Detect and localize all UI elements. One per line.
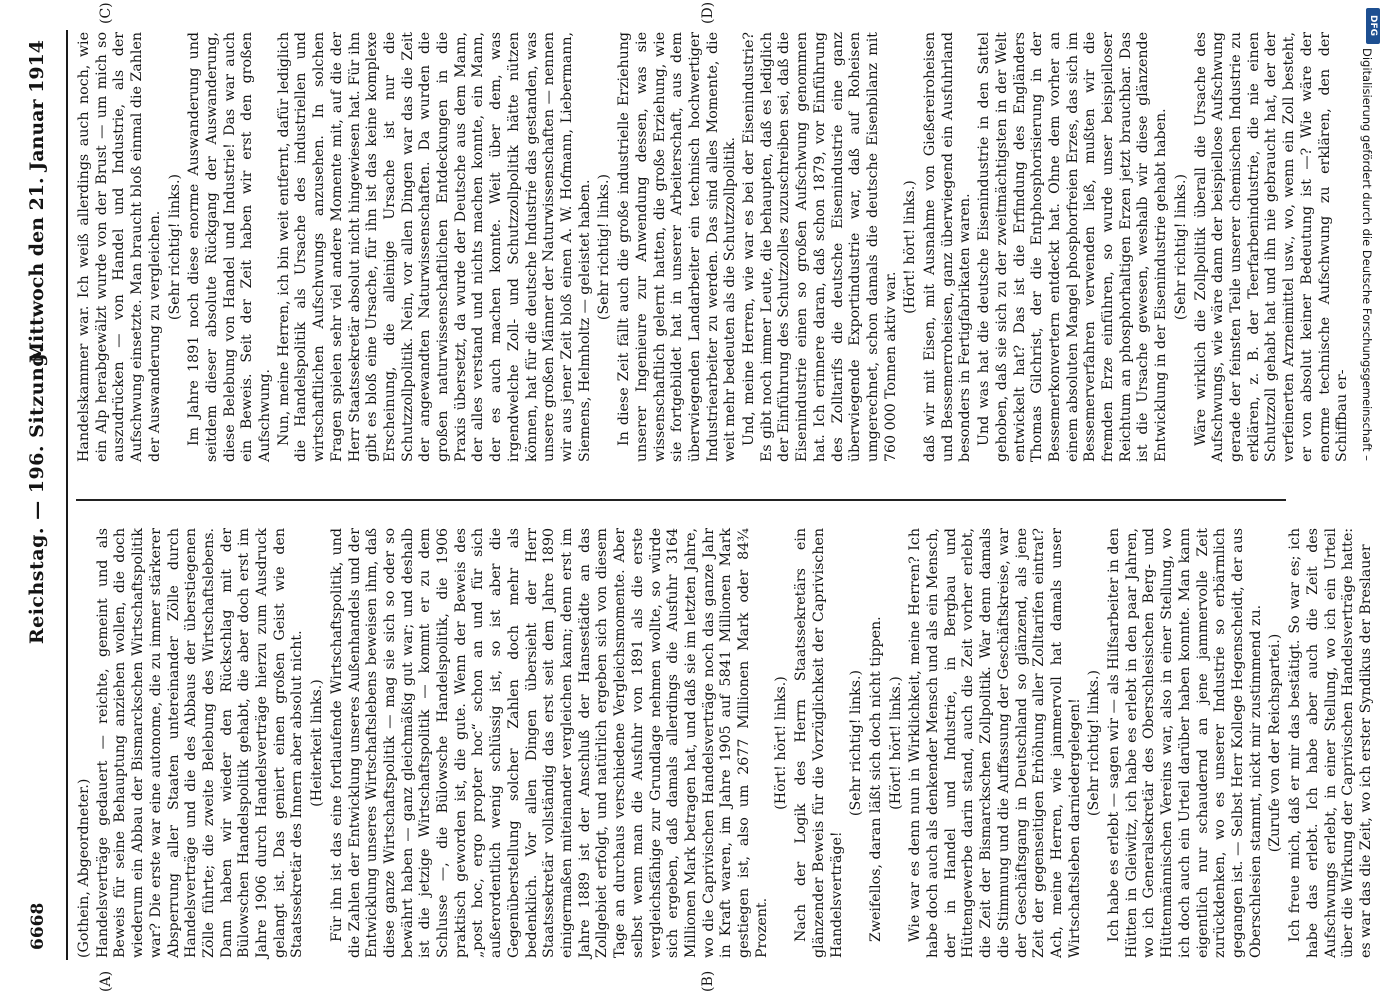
margin-marker-a: (A) [98,970,114,992]
interjection: (Heiterkeit links.) [309,679,326,807]
interjection: (Sehr richtig! links.) [848,669,865,817]
interjection: (Sehr richtig! links.) [596,173,613,321]
speaker-line: (Gothein, Abgeordneter.) [76,778,92,958]
paragraph: Wie war es denn nun in Wirklichkeit, meine Herren? Ich habe doch auch als denkender Mensch und als ein Mensch, der in Handel und Industrie, in Bergbau und Hüttengewerbe darin stand, auch die Zeit vorher erlebt, die Zeit der Bismarckschen Zollpolitik. War denn damals die Stimmung und die Auffassung der Geschäftskreise, war der Geschäftsgang in Deutschland so glänzend, als jene Zeit der gegenseitigen Erhöhung aller Zolltarifen eintrat? Ach, meine Herren, wie jammervoll hat damals unser Wirtschaftsleben darniedergelegen! [907,528,1083,958]
paragraph: Handelsverträge gedauert — reichte, gemeint und als Beweis für seine Behauptung anziehen wollen, die doch wiederum ein Abbau der Bismarckschen Wirtschaftspolitik war? Die erste war eine autonome, die zu immer stärkerer Absperrung aller Staaten untereinander Zölle durch Handelsverträge und die des Abbaus der überstiegenen Zölle führte; die zweite Belebung des Wirtschaftslebens. Dann haben wir wieder den Rückschlag mit der Bülowschen Handelspolitik gehabt, die aber doch erst im Jahre 1906 durch Handelsverträge hierzu zum Ausdruck gelangt ist. Das geniert einen großen Geist wie den Staatssekretär des Innern aber absolut nicht. [94,528,306,958]
session-date: Mittwoch den 21. Januar 1914 [26,40,48,364]
paragraph: In diese Zeit fällt auch die große industrielle Erziehung unserer Ingenieure zur Anwendung dessen, was sie wissenschaftlich gelernt hatten, die große Erziehung, wie sie fortgebildet hat in unserer Arbeiterschaft, aus dem überwiegenden Landarbeiter ein technisch hochwertiger Industriearbeiter zu werden. Das sind alles Momente, die weit mehr bedeuten als die Schutzzollpolitik. [616,32,739,462]
margin-marker-c: (C) [98,2,114,24]
header-rule [66,30,68,960]
paragraph: Für ihn ist das eine fortlaufende Wirtschaftspolitik, und die Zahlen der Entwicklung unseres Außenhandels und der Entwicklung unseres Wirtschaftslebens beweisen ihm, daß diese ganze Wirtschaftspolitik — mag sie sich so oder so bewährt haben — ganz gleichmäßig gut war; und deshalb ist die jetzige Wirtschaftspolitik — kommt er zu dem Schlusse —, die Bülowsche Handelspolitik, die 1906 praktisch geworden ist, die gute. Wenn der Beweis des „post hoc, ergo propter hoc“ schon an und für sich außerordentlich wenig schlüssig ist, so ist aber die Gegenüberstellung solcher Zahlen doch mehr als bedenklich. Vor allen Dingen übersieht der Herr Staatssekretär vollständig das erst seit dem Jahre 1890 einigermaßen miteinander vergleichen kann; denn erst im Jahre 1889 ist der Anschluß der Hansestädte an das Zollgebiet erfolgt, und natürlich ergeben sich von diesem Tage an durchaus verschiedene Vergleichsmomente. Aber selbst wenn man die Ausfuhr von 1891 als die erste vergleichsfähige zur Grundlage nehmen wollte, so würde sich ergeben, daß damals allerdings die Ausfuhr 3164 Millionen Mark betragen hat, und daß sie im letzten Jahre, wo die Caprivischen Handelsverträge noch das ganze Jahr in Kraft waren, im Jahre 1905 auf 5841 Millionen Mark gestiegen ist, also um 2677 Millionen Mark oder 84¾ Prozent. [328,528,770,958]
paragraph: Und was hat die deutsche Eisenindustrie in den Sattel gehoben, daß sie sich zu der zweitmächtigsten in der Welt entwickelt hat? Das ist die Erfindung des Engländers Thomas Gilchrist, der die Entphosphorisierung in der Bessemerkonvertern entdeckt hat. Ohne dem vorher an einem absoluten Mangel phosphorfreien Erzes, das sich im Bessemerverfahren verwenden ließ, mußten wir die fremden Erze einführen, so wurde unser beispielloser Reichtum an phosphorhaltigen Erzen jetzt brauchbar. Das ist die Ursache gewesen, weshalb wir diese glänzende Entwicklung in der Eisenindustrie gehabt haben. [976,32,1170,462]
interjection: (Zurufe von der Reichspartei.) [1267,633,1284,853]
paragraph: Nach der Logik des Herrn Staatssekretärs ein glänzender Beweis für die Vorzüglichkeit der Caprivischen Handelsverträge! [793,528,845,958]
left-column [76,528,1377,958]
margin-marker-b: (B) [700,970,716,992]
interjection: (Sehr richtig! links.) [1086,669,1103,817]
paragraph: Ich freue mich, daß er mir das bestätigt. So war es; ich habe das erlebt. Ich habe aber auch die Zeit des Aufschwungs erlebt, in einer Stellung, wo ich ein Urteil über die Wirkung der Caprivischen Handelsverträge hatte: es war das die Zeit, wo ich erster Syndikus der Breslauer [1287,528,1374,958]
paragraph: Im Jahre 1891 noch diese enorme Auswanderung und seitdem dieser absolute Rückgang der Auswanderung, diese Belebung von Handel und Industrie! Das war auch ein Beweis. Seit der Zeit haben wir erst den großen Aufschwung. [186,32,274,462]
interjection: (Hört! hört! links.) [902,180,919,314]
interjection: (Hört! hört! links.) [887,676,904,810]
digitization-credit [1360,48,1380,808]
column-divider [76,500,1286,502]
paragraph: Handelskammer war. Ich weiß allerdings auch noch, wie ein Alp herabgewälzt wurde von der Brust — um mich so auszudrücken — von Handel und Industrie, als der Aufschwung einsetzte. Man braucht bloß einmal die Zahlen der Auswanderung zu vergleichen. [76,32,163,462]
session-title: Reichstag. — 196. Sitzung. [26,345,48,645]
paragraph: Zweifellos, daran läßt sich doch nicht tippen. [867,616,884,942]
dfg-logo: DFG [1366,8,1380,44]
paragraph: Nun, meine Herren, ich bin weit entfernt, dafür lediglich die Handelspolitik als Ursache des industriellen und wirtschaftlichen Aufschwungs anzusehen. In solchen Fragen spielen sehr viel andere Momente mit, auf die der Herr Staatssekretär absolut nicht hingewiesen hat. Für ihn gibt es bloß eine Ursache, für ihn ist das keine komplexe Erscheinung, die alleinige Ursache ist nur die Schutzzollpolitik. Nein, vor allen Dingen war das die Zeit der angewandten Naturwissenschaften. Da wurden die großen naturwissenschaftlichen Entdeckungen in die Praxis übersetzt, da wurde der Deutsche aus dem Mann, der alles verstand und nichts machen konnte, ein Mann, der es auch machen konnte. Weit über dem, was irgendwelche Zoll- und Schutzzollpolitik hätte nützen können, hat für die deutsche Industrie das gestanden, was unsere großen Männer der Naturwissenschaften — nennen wir aus jener Zeit bloß einen A. W. Hofmann, Liebermann, Siemens, Helmholtz — geleistet haben. [275,32,593,462]
margin-marker-d: (D) [700,1,716,24]
paragraph: daß wir mit Eisen, mit Ausnahme von Gießereiroheisen und Bessemerroheisen, ganz überwiegend ein Ausfuhrland besonders in Fertigfabrikaten waren. [922,32,974,462]
paragraph: Und, meine Herren, wie war es bei der Eisenindustrie? Es gibt noch immer Leute, die behaupten, daß es lediglich der Einführung des Schutzzolles zuzuschreiben sei, daß die Eisenindustrie einen so großen Aufschwung genommen hat. Ich erinnere daran, daß schon 1879, vor Einführung des Zolltarifs die deutsche Eisenindustrie eine ganz überwiegende Exportindustrie war, daß auf Roheisen umgerechnet, schon damals die deutsche Eisenbilanz mit 760 000 Tonnen aktiv war. [741,32,899,462]
page-number: 6668 [28,902,48,950]
interjection: (Sehr richtig! links.) [1172,173,1189,321]
interjection: (Sehr richtig! links.) [166,173,183,321]
interjection: (Hört! hört! links.) [773,676,790,810]
paragraph: Ich habe es erlebt — sagen wir — als Hilfsarbeiter in den Hütten in Gleiwitz, ich habe es erlebt in den paar Jahren, wo ich Generalsekretär des Oberschlesischen Berg- und Hüttenmännischen Vereins war, also in einer Stellung, wo ich doch auch ein Urteil darüber haben konnte. Man kann eigentlich nur schaudernd an jene jammervolle Zeit zurückdenken, wo es unserer Industrie so erbärmlich gegangen ist. — Selbst Herr Kollege Hegenscheidt, der aus Oberschlesien stammt, nickt mir zustimmend zu. [1106,528,1264,958]
paragraph: Wäre wirklich die Zollpolitik überall die Ursache des Aufschwungs, wie wäre dann der beispiellose Aufschwung gerade der feinsten Teile unserer chemischen Industrie zu erklären, z. B. der Teerfarbenindustrie, die nie einen Schutzzoll gehabt hat und ihn nie gebraucht hat, der der verfeinerten Arzneimittel usw., wo, wenn ein Zoll besteht, er von absolut keiner Bedeutung ist —? Wie wäre der enorme technische Aufschwung zu erklären, den der Schiffbau er- [1192,32,1351,462]
right-column [76,32,1353,462]
page-header [22,40,62,950]
credit-text: Digitalisierung gefördert durch die Deutsche Forschungsgemeinschaft – [1360,48,1374,461]
